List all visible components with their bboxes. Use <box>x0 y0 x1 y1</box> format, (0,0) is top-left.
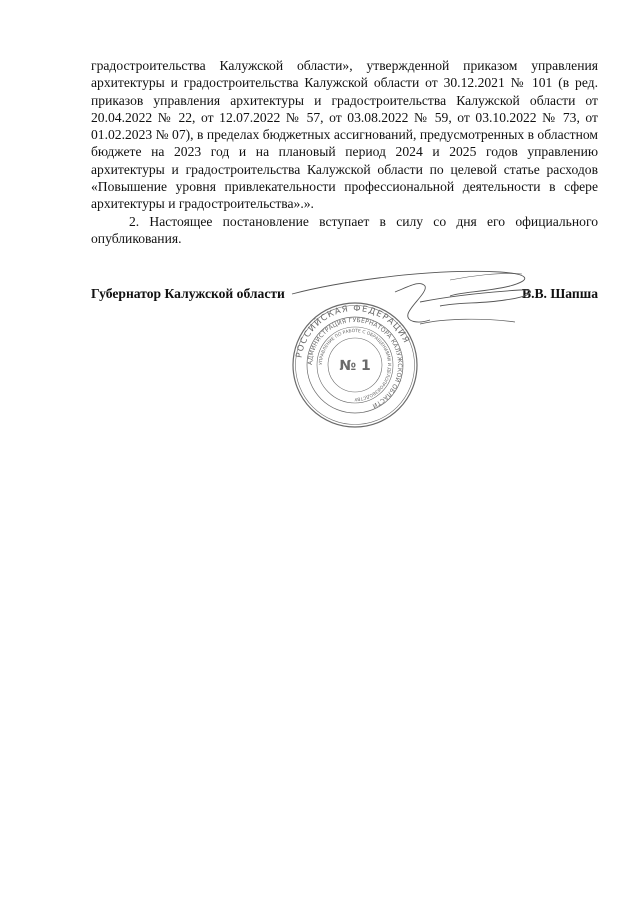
paragraph-2: 2. Настоящее постановление вступает в силу со дня его официального опубликования. <box>91 213 598 246</box>
document-body <box>91 57 598 247</box>
signatory-name: В.В. Шапша <box>522 286 598 301</box>
signatory-position: Губернатор Калужской области <box>91 286 285 301</box>
seal-outer-text: РОССИЙСКАЯ ФЕДЕРАЦИЯ <box>294 303 412 359</box>
seal-inner-text: УПРАВЛЕНИЕ ПО РАБОТЕ С ОБРАЩЕНИЯМИ И ДЕЛОПРОИЗВОДСТВУ <box>318 328 392 402</box>
paragraph-1: градостроительства Калужской области», утвержденной приказом управления архитектуры и градостроительства Калужской области от 30.12.2021 № 101 (в ред. приказов управления архитектуры и градостроительства Калужской области от 20.04.2022 № 22, от 12.07.2022 № 57, от 03.08.2022 № 59, от 03.10.2022 № 73, от 01.02.2023 № 07), в пределах бюджетных ассигнований, предусмотренных в областном бюджете на 2023 год и на плановый период 2024 и 2025 годов управлению архитектуры и градостроительства Калужской области по целевой статье расходов «Повышение уровня привлекательности профессиональной деятельности в сфере архитектуры и градостроительства».». <box>91 58 598 212</box>
seal-ring-text: АДМИНИСТРАЦИЯ ГУБЕРНАТОРА КАЛУЖСКОЙ ОБЛАСТИ <box>306 316 404 410</box>
seal-number: № 1 <box>339 358 371 374</box>
official-seal <box>290 300 420 430</box>
